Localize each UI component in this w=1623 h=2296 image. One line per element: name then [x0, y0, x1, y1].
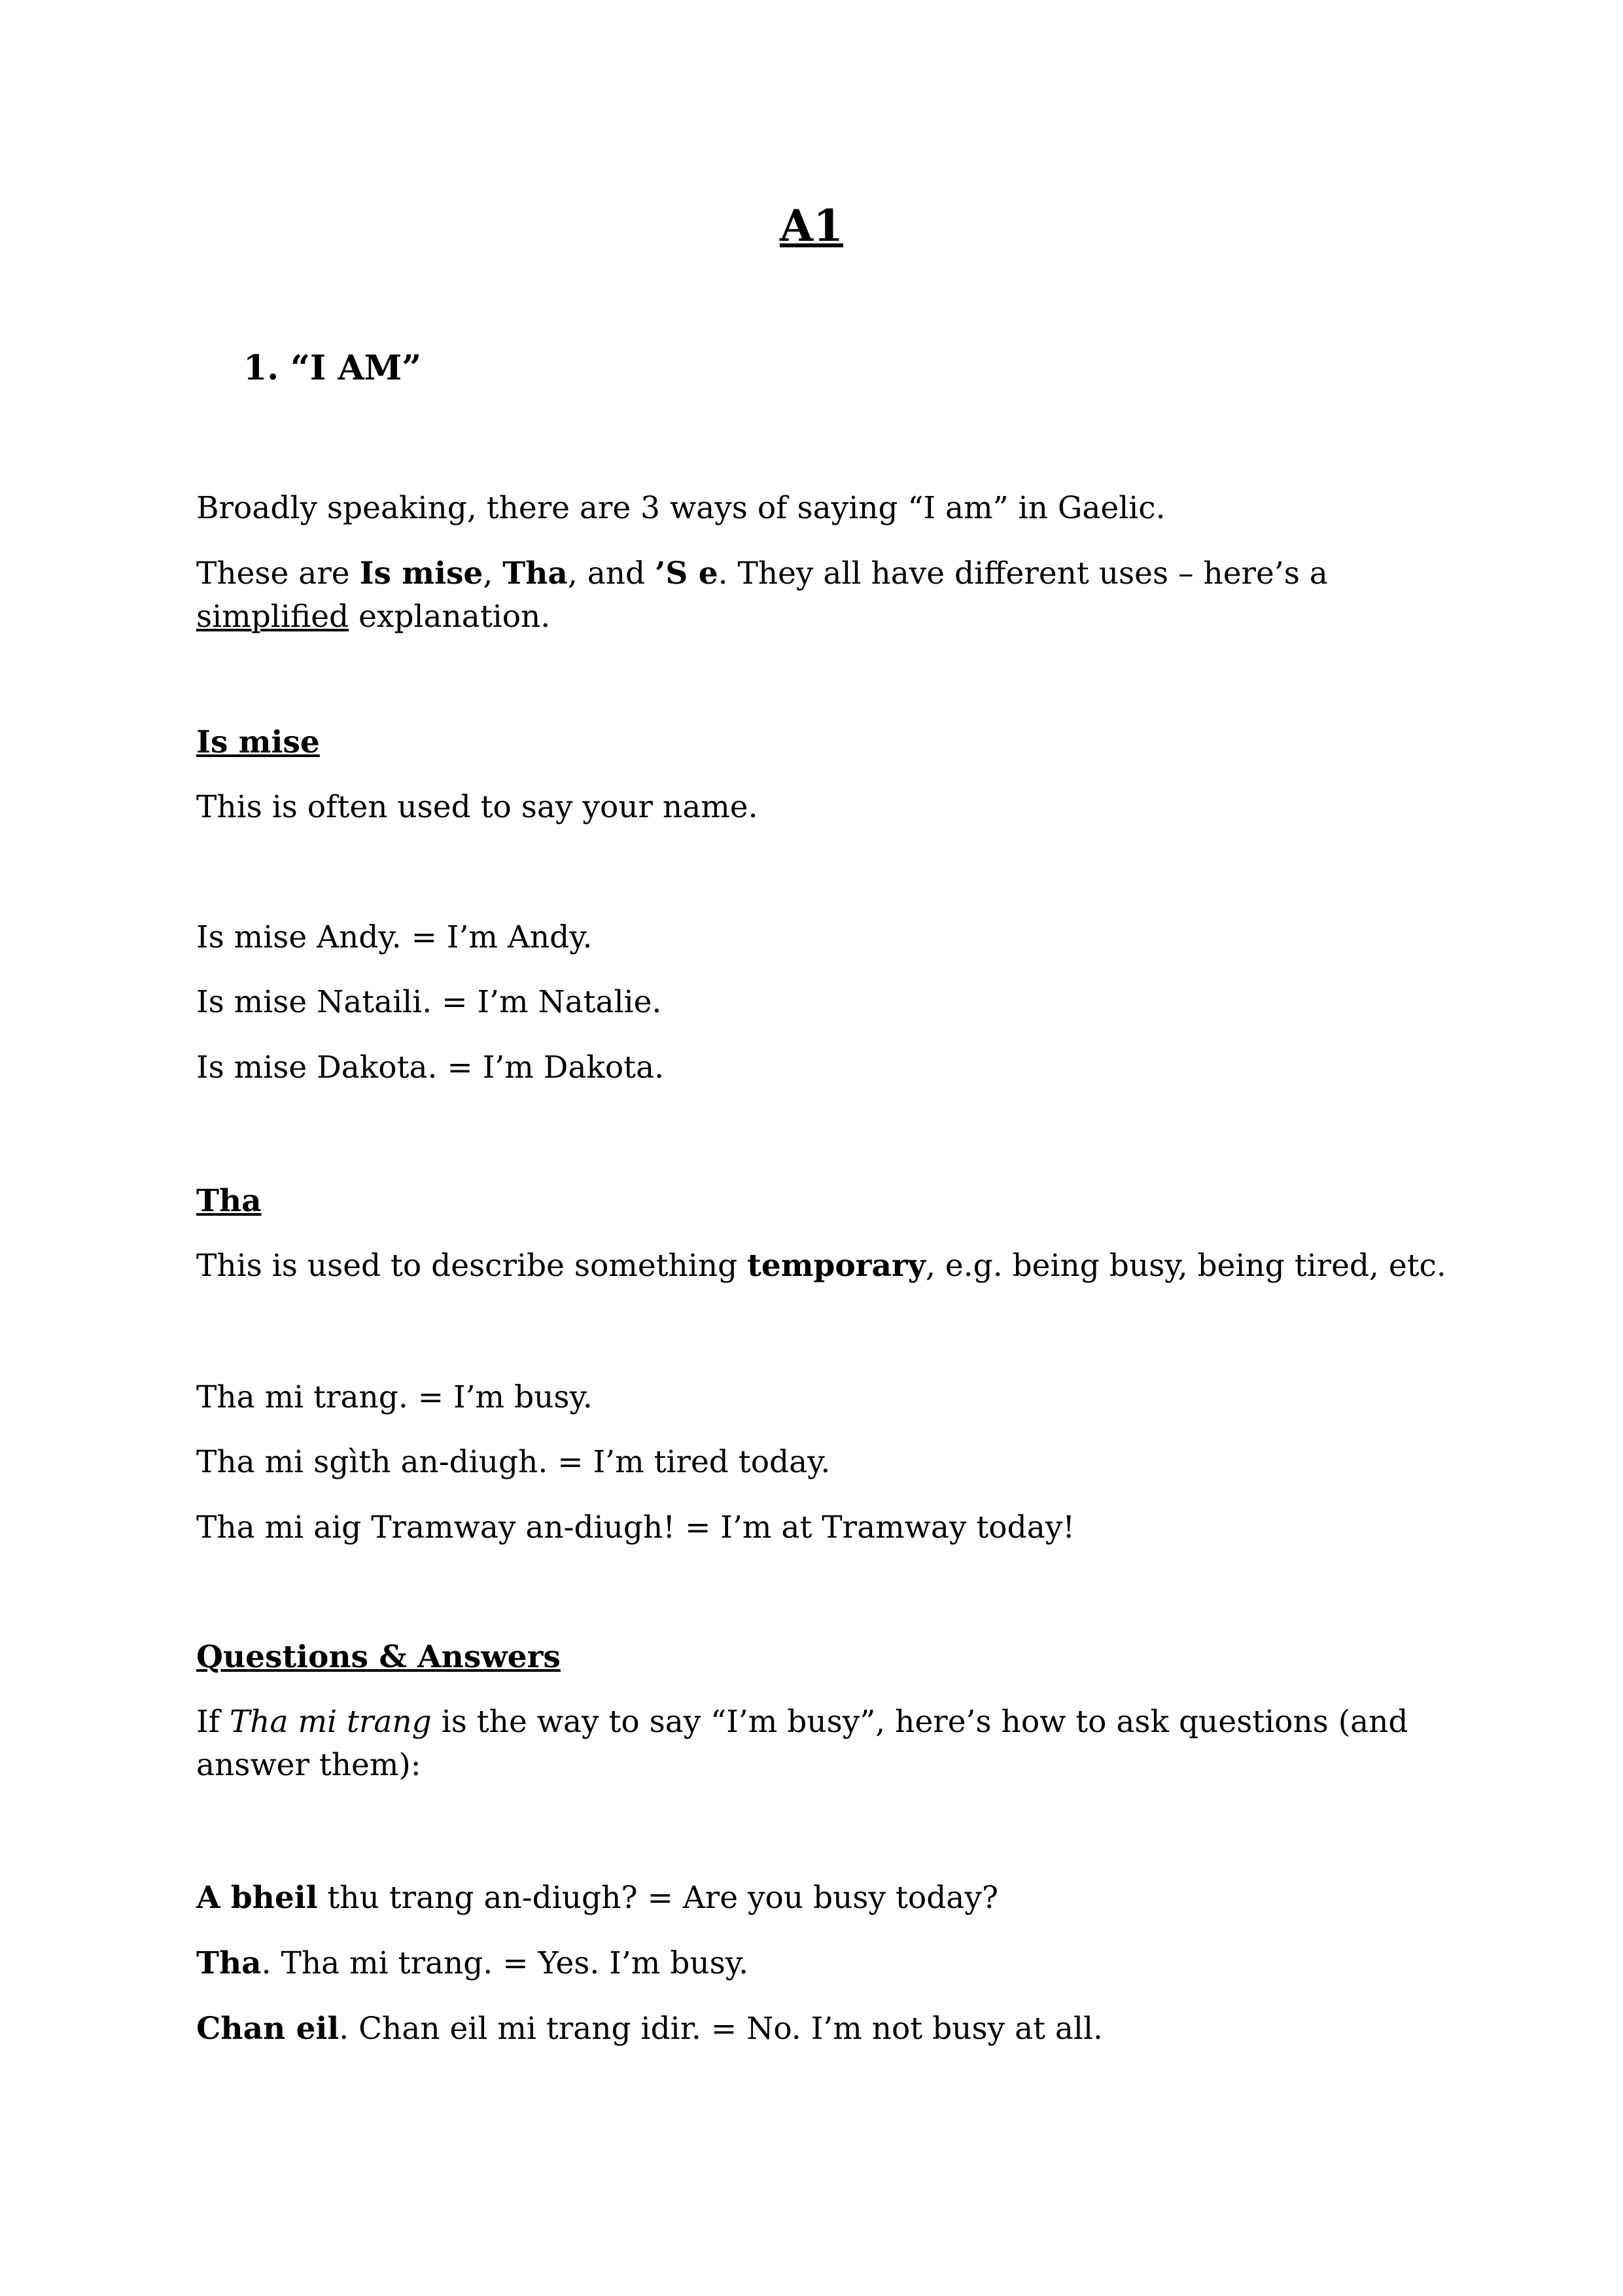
intro-text: , — [483, 556, 503, 592]
qa-italic-tha-mi-trang: Tha mi trang — [229, 1704, 432, 1740]
intro-text: . They all have different uses – here’s a — [718, 556, 1328, 592]
qa-text: . Tha mi trang. = Yes. I’m busy. — [261, 1945, 749, 1981]
qa-text: is the way to say “I’m busy”, here’s how to ask questions (and answer them): — [196, 1704, 1408, 1783]
section-number: 1. — [243, 348, 279, 388]
tha-description — [196, 1245, 1446, 1288]
section-title: “I AM” — [290, 348, 422, 388]
qa-line — [196, 1942, 748, 1985]
qa-description — [196, 1701, 1439, 1787]
qa-bold: Chan eil — [196, 2011, 340, 2047]
subheading-questions-answers: Questions & Answers — [196, 1639, 561, 1675]
qa-line — [196, 1877, 998, 1920]
tha-example: Tha mi aig Tramway an-diugh! = I’m at Tramway today! — [196, 1510, 1075, 1545]
subheading-tha: Tha — [196, 1183, 262, 1219]
subheading-is-mise: Is mise — [196, 724, 320, 760]
intro-bold-s-e: ’S e — [655, 556, 718, 592]
tha-text: This is used to describe something — [196, 1248, 748, 1284]
is-mise-example: Is mise Nataili. = I’m Natalie. — [196, 984, 662, 1020]
tha-example: Tha mi sgìth an-diugh. = I’m tired today. — [196, 1444, 831, 1480]
intro-underlined-simplified: simplified — [196, 599, 349, 635]
intro-text: explanation. — [349, 599, 551, 635]
intro-text: , and — [567, 556, 655, 592]
qa-bold: A bheil — [196, 1880, 318, 1916]
is-mise-description: This is often used to say your name. — [196, 789, 758, 825]
tha-example: Tha mi trang. = I’m busy. — [196, 1379, 593, 1415]
qa-text: . Chan eil mi trang idir. = No. I’m not busy at all. — [339, 2011, 1103, 2047]
document-title: A1 — [779, 200, 844, 251]
qa-bold: Tha — [196, 1945, 262, 1981]
intro-bold-tha: Tha — [502, 556, 568, 592]
section-heading — [243, 345, 421, 391]
is-mise-example: Is mise Dakota. = I’m Dakota. — [196, 1050, 665, 1086]
is-mise-example: Is mise Andy. = I’m Andy. — [196, 919, 593, 955]
intro-text: These are — [196, 556, 360, 592]
qa-line — [196, 2007, 1103, 2051]
intro-line-1: Broadly speaking, there are 3 ways of saying “I am” in Gaelic. — [196, 490, 1166, 526]
tha-bold-temporary: temporary — [747, 1248, 926, 1284]
intro-bold-is-mise: Is mise — [359, 556, 483, 592]
intro-line-2 — [196, 552, 1439, 639]
tha-text: , e.g. being busy, being tired, etc. — [925, 1248, 1446, 1284]
qa-text: If — [196, 1704, 230, 1740]
qa-text: thu trang an-diugh? = Are you busy today? — [317, 1880, 999, 1916]
